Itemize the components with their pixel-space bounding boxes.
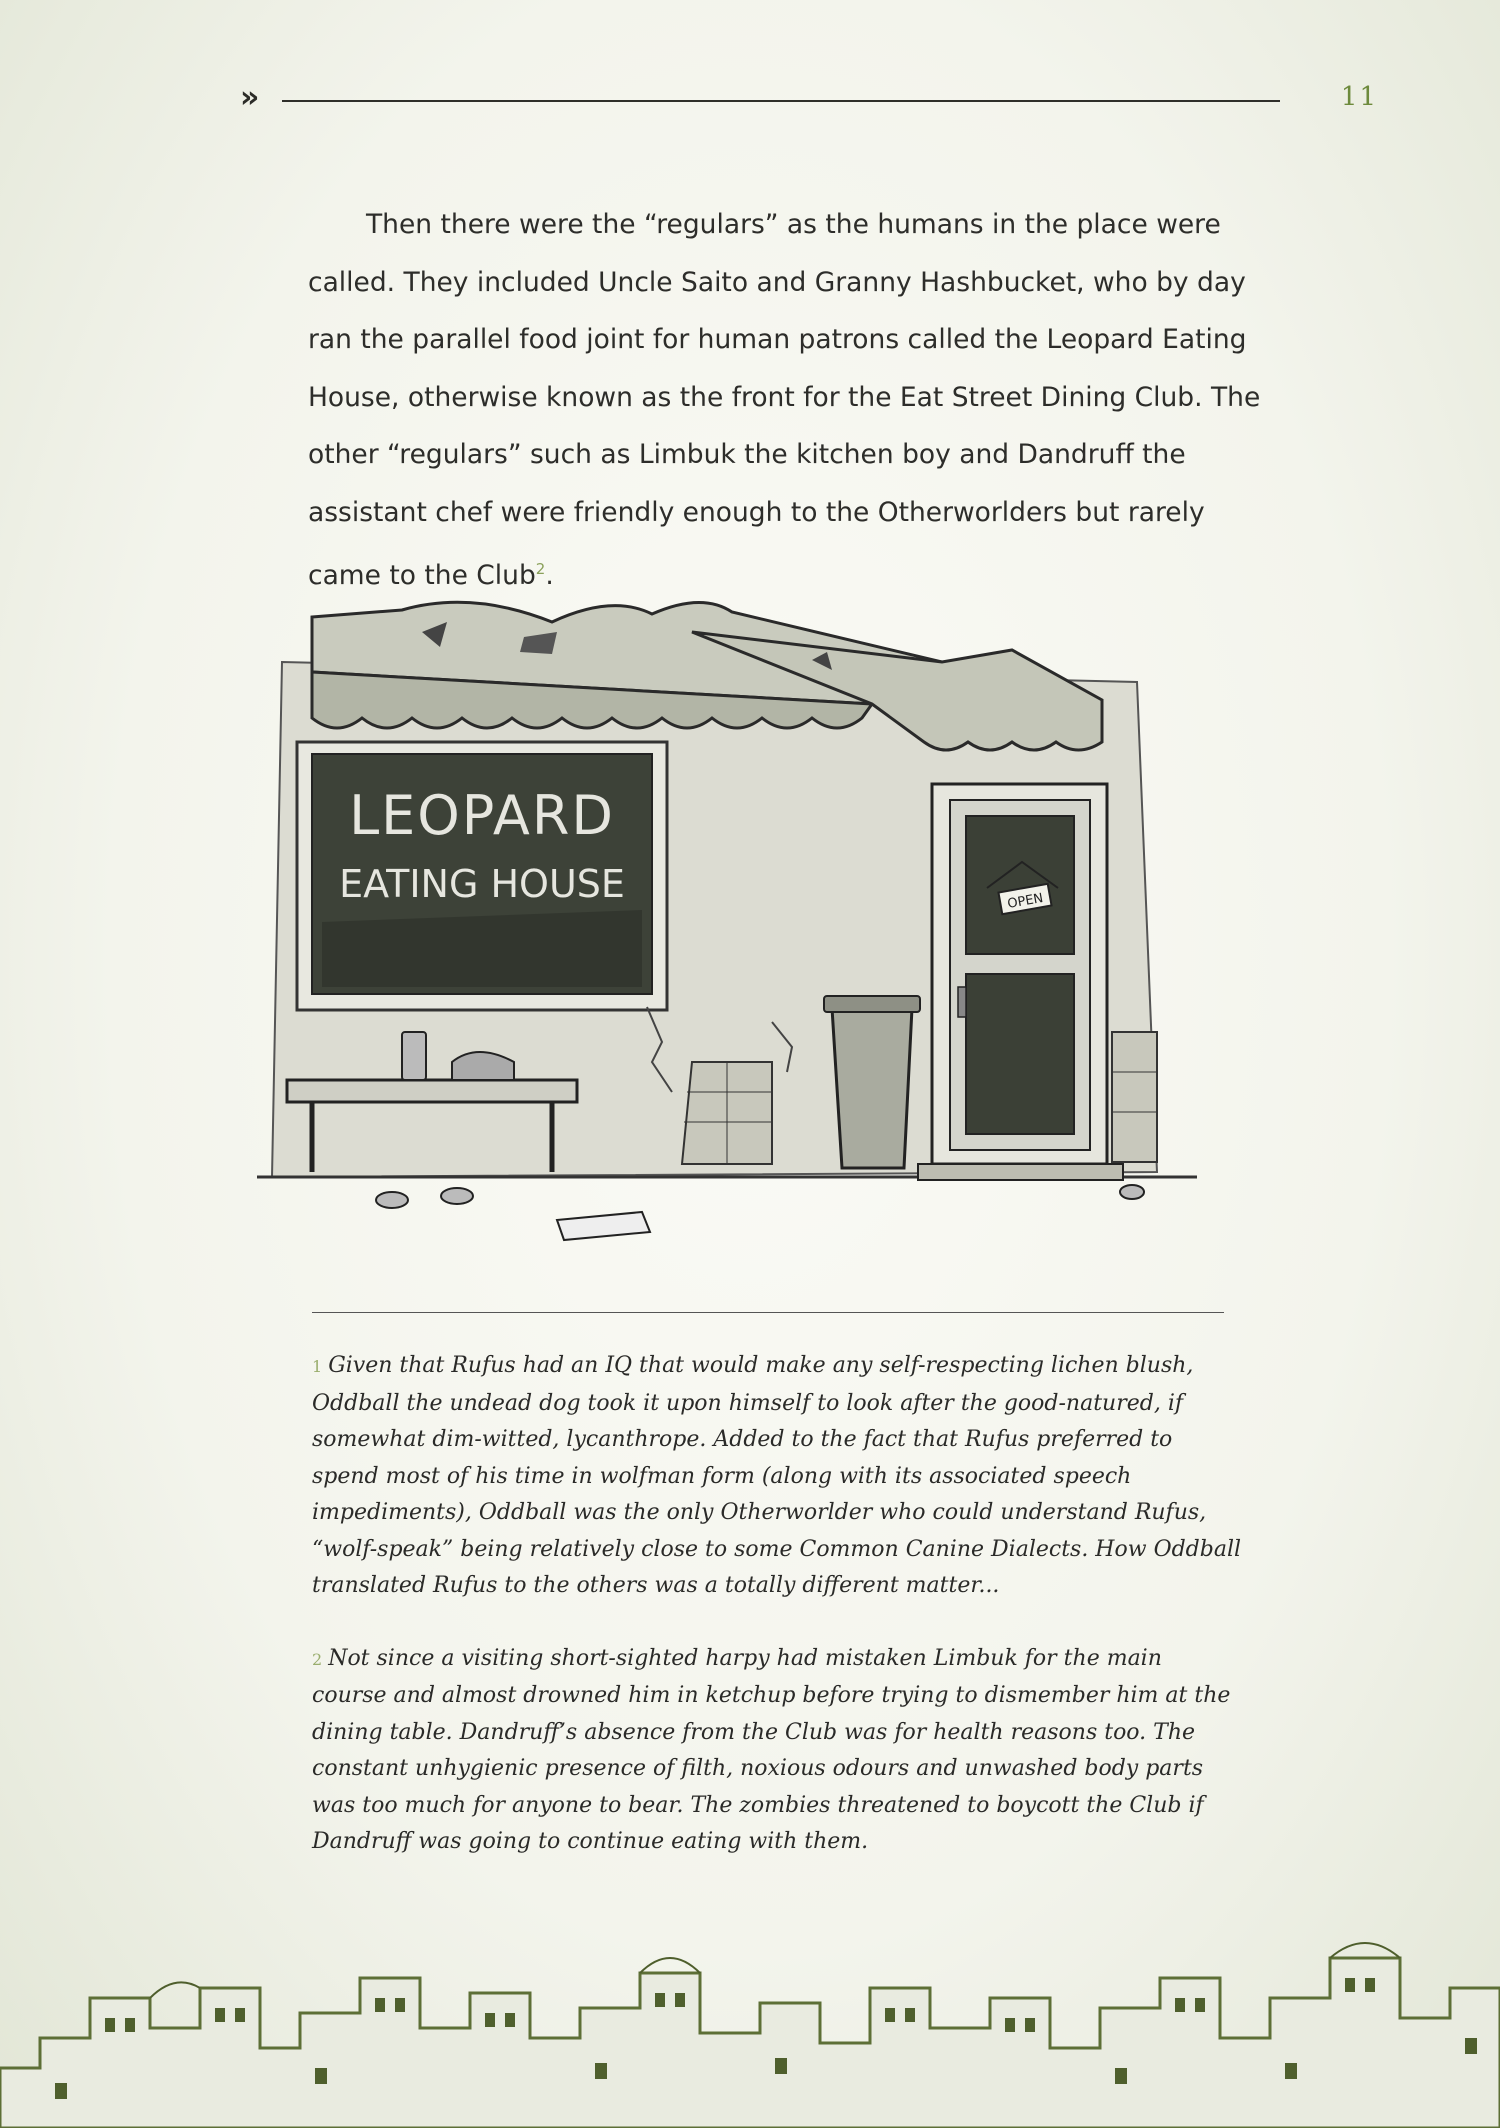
door-open-sign: OPEN [1006,890,1045,912]
page-number: 11 [1340,82,1378,112]
footnote-number: 1 [312,1357,323,1376]
page-header [240,80,1390,120]
body-paragraph [308,196,1268,604]
window-sign-line1: LEOPARD [349,784,615,847]
header-rule [282,100,1280,102]
footnote-number: 2 [312,1649,323,1669]
window-sign-line2: EATING HOUSE [339,862,625,906]
footnote-1 [312,1348,1242,1605]
footnote-text: Not since a visiting short-sighted harpy had mistaken Limbuk for the main course and almost drowned him in ketchup before trying to dismember him at the dining table. Dandruff’s absence from the Club was for health reasons too. The constant unhygienic presence of filth, noxious odours and unwashed body parts was too much for anyone to bear. The zombies threatened to boycott the Club if Dandruff was going to continue eating with them. [312,1645,1231,1854]
footnotes [312,1348,1242,1897]
paragraph-text: Then there were the “regulars” as the humans in the place were called. They included Uncle Saito and Granny Hashbucket, who by day ran the parallel food joint for human patrons called the Leopard Eating House, otherwise known as the front for the Eat Street Dining Club. The other “regulars” such as Limbuk the kitchen boy and Dandruff the assistant chef were friendly enough to the Otherworlders but rarely came to the Club [308,209,1261,591]
double-chevron-icon: » [240,80,254,115]
body-text [308,196,1268,604]
paragraph-end: . [545,559,554,591]
leopard-eating-house-illustration [252,592,1212,1242]
footnote-2 [312,1641,1242,1861]
footnote-text: Given that Rufus had an IQ that would make any self-respecting lichen blush, Oddball the undead dog took it upon himself to look after the good-natured, if somewhat dim-witted, lycanthrope. Added to the fact that Rufus preferred to spend most of his time in wolfman form (along with its associated speech impediments), Oddball was the only Otherworlder who could understand Rufus, “wolf-speak” being relatively close to some Common Canine Dialects. How Oddball translated Rufus to the others was a totally different matter... [312,1353,1242,1598]
footnote-reference: 2 [535,560,546,578]
city-skyline-illustration [0,1918,1500,2128]
footnote-separator [312,1312,1224,1313]
